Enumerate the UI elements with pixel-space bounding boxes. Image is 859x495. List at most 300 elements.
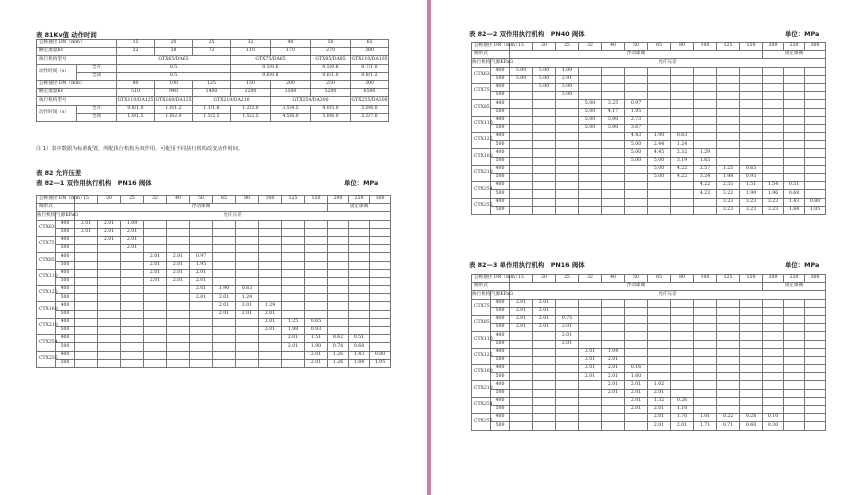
pressure-cell [763, 141, 784, 149]
time-cell: 0.7/1.0 [351, 64, 389, 72]
air-pressure-cell: 500 [491, 340, 510, 348]
pressure-cell: 2.01 [190, 294, 213, 302]
pressure-cell [694, 75, 717, 83]
open-label: 全开 [77, 105, 117, 113]
pressure-cell [144, 318, 167, 326]
pressure-cell [805, 83, 826, 91]
table-row [472, 307, 826, 315]
pressure-cell [805, 100, 826, 108]
table-row [472, 190, 826, 198]
pressure-cell [648, 124, 671, 132]
pressure-cell [602, 206, 625, 214]
pressure-cell [328, 253, 349, 261]
pressure-cell: 2.01 [533, 307, 556, 315]
pressure-cell [144, 228, 167, 236]
pressure-cell [648, 190, 671, 198]
pressure-cell [784, 422, 805, 430]
pressure-cell [556, 206, 579, 214]
air-pressure-cell: 400 [56, 236, 75, 244]
pressure-cell [694, 356, 717, 364]
pressure-cell: 1.60 [625, 373, 648, 381]
pressure-cell: 5.00 [533, 67, 556, 75]
pressure-cell [533, 174, 556, 182]
pressure-cell [717, 92, 740, 100]
pressure-cell [671, 124, 694, 132]
pressure-cell [121, 327, 144, 335]
table-row [37, 351, 391, 359]
pressure-cell [579, 182, 602, 190]
pressure-cell [784, 414, 805, 422]
pressure-cell [190, 318, 213, 326]
pressure-cell [144, 327, 167, 335]
pressure-cell [740, 141, 763, 149]
pressure-cell [579, 307, 602, 315]
air-pressure-cell: 500 [56, 277, 75, 285]
actuator-cell: GTX160/DA125 [155, 97, 193, 105]
pressure-cell [740, 389, 763, 397]
pressure-cell: 2.01 [121, 236, 144, 244]
dn-cell: 65 [213, 196, 236, 204]
pressure-cell [717, 356, 740, 364]
pressure-cell [259, 343, 282, 351]
pressure-cell [602, 190, 625, 198]
pressure-cell [236, 228, 259, 236]
pressure-cell [259, 236, 282, 244]
actuator-cell: GTX85/DA85 [311, 56, 351, 64]
pressure-cell [213, 327, 236, 335]
pressure-cell [579, 165, 602, 173]
pressure-cell [556, 133, 579, 141]
pressure-cell [121, 359, 144, 367]
pressure-cell [625, 299, 648, 307]
pressure-cell [694, 381, 717, 389]
air-pressure-cell: 400 [56, 269, 75, 277]
dn-cell: 150 [231, 80, 271, 88]
table-82-1-unit: 单位：MPa [344, 179, 379, 187]
pressure-cell: 4.22 [694, 190, 717, 198]
pressure-cell [75, 286, 98, 294]
dn-cell: 200 [271, 80, 311, 88]
table-row [472, 83, 826, 91]
pressure-cell [556, 373, 579, 381]
pressure-cell [510, 182, 533, 190]
pressure-cell [75, 277, 98, 285]
pressure-cell: 2.01 [282, 335, 305, 343]
sub-header-row [472, 291, 826, 299]
pressure-cell [533, 356, 556, 364]
pressure-cell [349, 318, 370, 326]
actuator-model: CTX75 [472, 83, 491, 99]
pressure-cell [98, 343, 121, 351]
pressure-cell [259, 286, 282, 294]
pressure-cell [763, 307, 784, 315]
pressure-cell [694, 108, 717, 116]
pressure-cell [763, 397, 784, 405]
pressure-cell [282, 269, 305, 277]
table-81-title: 表 81Kv值 动作时间 [36, 31, 97, 39]
pressure-cell: 3.23 [763, 206, 784, 214]
actuator-model: CTX160 [37, 302, 56, 318]
table-row [472, 406, 826, 414]
pressure-cell [98, 294, 121, 302]
pressure-cell [740, 149, 763, 157]
table-row [472, 157, 826, 165]
actuator-model: CTX125 [37, 286, 56, 302]
pressure-cell [671, 108, 694, 116]
pressure-cell [625, 92, 648, 100]
pressure-cell: 2.01 [579, 348, 602, 356]
dn-cell: 100 [694, 43, 717, 51]
pressure-cell [282, 245, 305, 253]
pressure-cell [805, 174, 826, 182]
pressure-cell: 2.73 [625, 116, 648, 124]
table-82-2-unit: 单位：MPa [785, 30, 820, 38]
dn-cell: 40 [602, 43, 625, 51]
table-row [472, 381, 826, 389]
pressure-cell [213, 343, 236, 351]
pressure-cell [717, 299, 740, 307]
pressure-cell [579, 141, 602, 149]
pressure-cell [625, 422, 648, 430]
pressure-cell [533, 406, 556, 414]
air-pressure-cell: 400 [491, 315, 510, 323]
pressure-cell [533, 190, 556, 198]
pressure-cell [305, 253, 328, 261]
actuator-model: CTX110 [37, 269, 56, 285]
table-row [472, 414, 826, 422]
valve-type-row [472, 51, 826, 59]
pressure-cell [805, 133, 826, 141]
pressure-cell: 3.22 [717, 190, 740, 198]
pressure-cell [121, 277, 144, 285]
pressure-cell: 2.57 [694, 165, 717, 173]
air-pressure-cell: 400 [491, 67, 510, 75]
dn-cell: 32 [231, 40, 271, 48]
pressure-cell [533, 108, 556, 116]
pressure-cell [259, 228, 282, 236]
pressure-cell [305, 286, 328, 294]
pressure-cell [533, 373, 556, 381]
time-cell: 0.5/0.6 [231, 64, 311, 72]
air-pressure-cell: 500 [56, 294, 75, 302]
pressure-cell [556, 165, 579, 173]
pressure-cell [740, 381, 763, 389]
pressure-cell: 5.00 [579, 124, 602, 132]
pressure-cell [625, 340, 648, 348]
actuator-cell: GTX255/DA300 [351, 97, 389, 105]
air-pressure-cell: 400 [491, 116, 510, 124]
pressure-cell [784, 174, 805, 182]
pressure-cell: 2.01 [98, 228, 121, 236]
actuator-model: CTX85 [37, 253, 56, 269]
pressure-cell [556, 157, 579, 165]
air-pressure-cell: 400 [491, 365, 510, 373]
pressure-cell [533, 365, 556, 373]
table-row [472, 389, 826, 397]
pressure-cell [602, 133, 625, 141]
pressure-cell [694, 133, 717, 141]
pressure-cell [625, 67, 648, 75]
dn-cell: 300 [351, 80, 389, 88]
pressure-cell: 1.29 [694, 149, 717, 157]
pressure-cell [282, 359, 305, 367]
dn-cell: 200 [763, 43, 784, 51]
pressure-cell [694, 365, 717, 373]
air-pressure-cell: 500 [491, 406, 510, 414]
pressure-cell [556, 365, 579, 373]
pressure-cell [602, 149, 625, 157]
pressure-cell [282, 277, 305, 285]
pressure-cell [784, 332, 805, 340]
pressure-cell [602, 165, 625, 173]
actuator-model: CTX254 [472, 397, 491, 413]
pressure-cell [533, 340, 556, 348]
pressure-cell [533, 397, 556, 405]
pressure-cell: 5.00 [625, 149, 648, 157]
dn-cell: 50 [190, 196, 213, 204]
air-pressure-cell: 500 [491, 75, 510, 83]
pressure-cell [784, 133, 805, 141]
pressure-cell [533, 124, 556, 132]
pressure-cell [556, 381, 579, 389]
pressure-cell [717, 307, 740, 315]
pressure-cell [167, 327, 190, 335]
pressure-cell [98, 245, 121, 253]
valve-type-fixed: 固定球阀 [763, 51, 826, 59]
dn-cell: 40 [602, 275, 625, 283]
pressure-cell [98, 310, 121, 318]
dn-row [37, 40, 389, 48]
pressure-cell: 0.60 [740, 422, 763, 430]
actuator-model: CTX85 [472, 100, 491, 116]
pressure-cell [602, 422, 625, 430]
pressure-cell [671, 340, 694, 348]
pressure-cell [144, 343, 167, 351]
dn-header-row [37, 196, 391, 204]
dn-cell: 32 [579, 275, 602, 283]
pressure-cell [510, 332, 533, 340]
pressure-cell: 5.00 [556, 92, 579, 100]
dn-cell: 150 [740, 275, 763, 283]
pressure-cell [305, 310, 328, 318]
pressure-cell [784, 340, 805, 348]
pressure-cell: 1.54 [763, 182, 784, 190]
air-pressure-cell: 400 [56, 253, 75, 261]
pressure-cell: 1.24 [671, 141, 694, 149]
pressure-cell [75, 343, 98, 351]
pressure-cell [349, 302, 370, 310]
pressure-cell: 2.01 [236, 310, 259, 318]
pressure-cell: 2.01 [510, 299, 533, 307]
pressure-cell [349, 294, 370, 302]
pressure-cell [556, 406, 579, 414]
kv-label: 额定流量Kv [37, 48, 117, 56]
actuator-model: CTX210 [37, 318, 56, 334]
pressure-cell [556, 397, 579, 405]
table-row [472, 356, 826, 364]
pressure-cell: 2.01 [533, 299, 556, 307]
pressure-cell [190, 228, 213, 236]
pressure-cell [648, 324, 671, 332]
pressure-cell: 0.63 [671, 133, 694, 141]
pressure-cell [784, 315, 805, 323]
pressure-cell [671, 198, 694, 206]
pressure-cell [740, 348, 763, 356]
pressure-cell [236, 245, 259, 253]
pressure-cell [763, 389, 784, 397]
pressure-cell: 0.16 [625, 365, 648, 373]
pressure-cell [305, 220, 328, 228]
pressure-cell: 2.01 [144, 253, 167, 261]
pressure-cell [717, 141, 740, 149]
pressure-cell [556, 356, 579, 364]
pressure-cell: 4.45 [648, 149, 671, 157]
pressure-cell [213, 269, 236, 277]
pressure-cell [236, 277, 259, 285]
pressure-cell [305, 302, 328, 310]
valve-type-row [37, 204, 391, 212]
pressure-cell: 2.01 [671, 422, 694, 430]
pressure-cell [648, 356, 671, 364]
pressure-cell [236, 236, 259, 244]
pressure-cell: 5.00 [533, 83, 556, 91]
pressure-cell [805, 124, 826, 132]
pressure-cell [579, 67, 602, 75]
kv-cell: 22 [117, 48, 155, 56]
pressure-cell: 2.01 [602, 356, 625, 364]
pressure-cell [282, 253, 305, 261]
pressure-cell [349, 269, 370, 277]
pressure-cell [648, 108, 671, 116]
pressure-cell: 2.01 [602, 373, 625, 381]
valve-type-float: 浮动球阀 [75, 204, 328, 212]
pressure-cell [805, 365, 826, 373]
pressure-cell [694, 116, 717, 124]
pressure-cell [556, 100, 579, 108]
pressure-cell [694, 299, 717, 307]
pressure-cell: 0.97 [190, 253, 213, 261]
pressure-cell [190, 359, 213, 367]
pressure-cell: 2.01 [305, 351, 328, 359]
pressure-cell [805, 389, 826, 397]
pressure-cell [144, 310, 167, 318]
pressure-cell [533, 100, 556, 108]
pressure-cell [805, 315, 826, 323]
pressure-cell [579, 332, 602, 340]
pressure-cell: 5.00 [510, 75, 533, 83]
dn-header-row [472, 43, 826, 51]
pressure-cell: 4.22 [671, 165, 694, 173]
pressure-cell [144, 359, 167, 367]
pressure-cell [694, 348, 717, 356]
pressure-cell [121, 335, 144, 343]
actuator-cell: GTX110/DA125 [117, 97, 155, 105]
pressure-cell [805, 299, 826, 307]
actuator-model: CTX125 [472, 348, 491, 364]
pressure-cell [740, 373, 763, 381]
allowable-label: 允许压差 [510, 59, 826, 67]
pressure-cell [694, 67, 717, 75]
pressure-cell: 5.00 [579, 116, 602, 124]
pressure-cell [784, 165, 805, 173]
pressure-cell [805, 108, 826, 116]
pressure-cell [556, 108, 579, 116]
pressure-cell: 0.80 [370, 351, 391, 359]
pressure-cell [763, 340, 784, 348]
pressure-cell [805, 397, 826, 405]
kv-cell: 510 [117, 89, 155, 97]
pressure-cell [533, 414, 556, 422]
time-cell: 1.0/1.2 [155, 105, 193, 113]
pressure-cell [510, 141, 533, 149]
pressure-cell [784, 381, 805, 389]
pressure-cell [121, 318, 144, 326]
pressure-cell: 2.01 [579, 373, 602, 381]
dn-cell: 200 [763, 275, 784, 283]
pressure-cell: 2.01 [213, 302, 236, 310]
pressure-cell [694, 389, 717, 397]
dn-row [37, 80, 389, 88]
pressure-cell [805, 116, 826, 124]
pressure-cell [694, 124, 717, 132]
pressure-cell: 2.01 [602, 365, 625, 373]
pressure-cell [671, 381, 694, 389]
pressure-cell [784, 141, 805, 149]
pressure-cell [625, 324, 648, 332]
pressure-cell [190, 335, 213, 343]
pressure-cell: 1.65 [694, 157, 717, 165]
pressure-cell [556, 141, 579, 149]
pressure-cell: 3.67 [625, 124, 648, 132]
pressure-cell [167, 236, 190, 244]
pressure-cell [370, 236, 391, 244]
pressure-cell [213, 245, 236, 253]
pressure-cell [533, 348, 556, 356]
actuator-model: CTX110 [472, 332, 491, 348]
kv-row [37, 48, 389, 56]
air-pressure-cell: 500 [491, 108, 510, 116]
dn-cell: 15 [75, 196, 98, 204]
pressure-cell [717, 149, 740, 157]
pressure-cell [784, 83, 805, 91]
pressure-cell [259, 269, 282, 277]
pressure-cell: 2.01 [121, 228, 144, 236]
pressure-cell [671, 190, 694, 198]
table-82-1 [36, 195, 391, 368]
pressure-cell [190, 302, 213, 310]
pressure-cell [510, 116, 533, 124]
pressure-cell [75, 351, 98, 359]
pressure-cell: 2.01 [190, 277, 213, 285]
pressure-cell [370, 261, 391, 269]
pressure-cell [533, 157, 556, 165]
dn-cell: 125 [717, 275, 740, 283]
pressure-cell [671, 67, 694, 75]
dn-cell: 50 [625, 43, 648, 51]
table-row [472, 108, 826, 116]
pressure-cell [510, 190, 533, 198]
pressure-cell [510, 165, 533, 173]
pressure-cell [694, 100, 717, 108]
pressure-cell [694, 332, 717, 340]
close-time-row [37, 113, 389, 121]
time-cell: 0.5 [117, 72, 231, 80]
dn-cell: 200 [328, 196, 349, 204]
pressure-cell [740, 67, 763, 75]
pressure-cell [694, 83, 717, 91]
valve-type-float: 浮动球阀 [510, 51, 763, 59]
pressure-cell: 3.23 [763, 198, 784, 206]
